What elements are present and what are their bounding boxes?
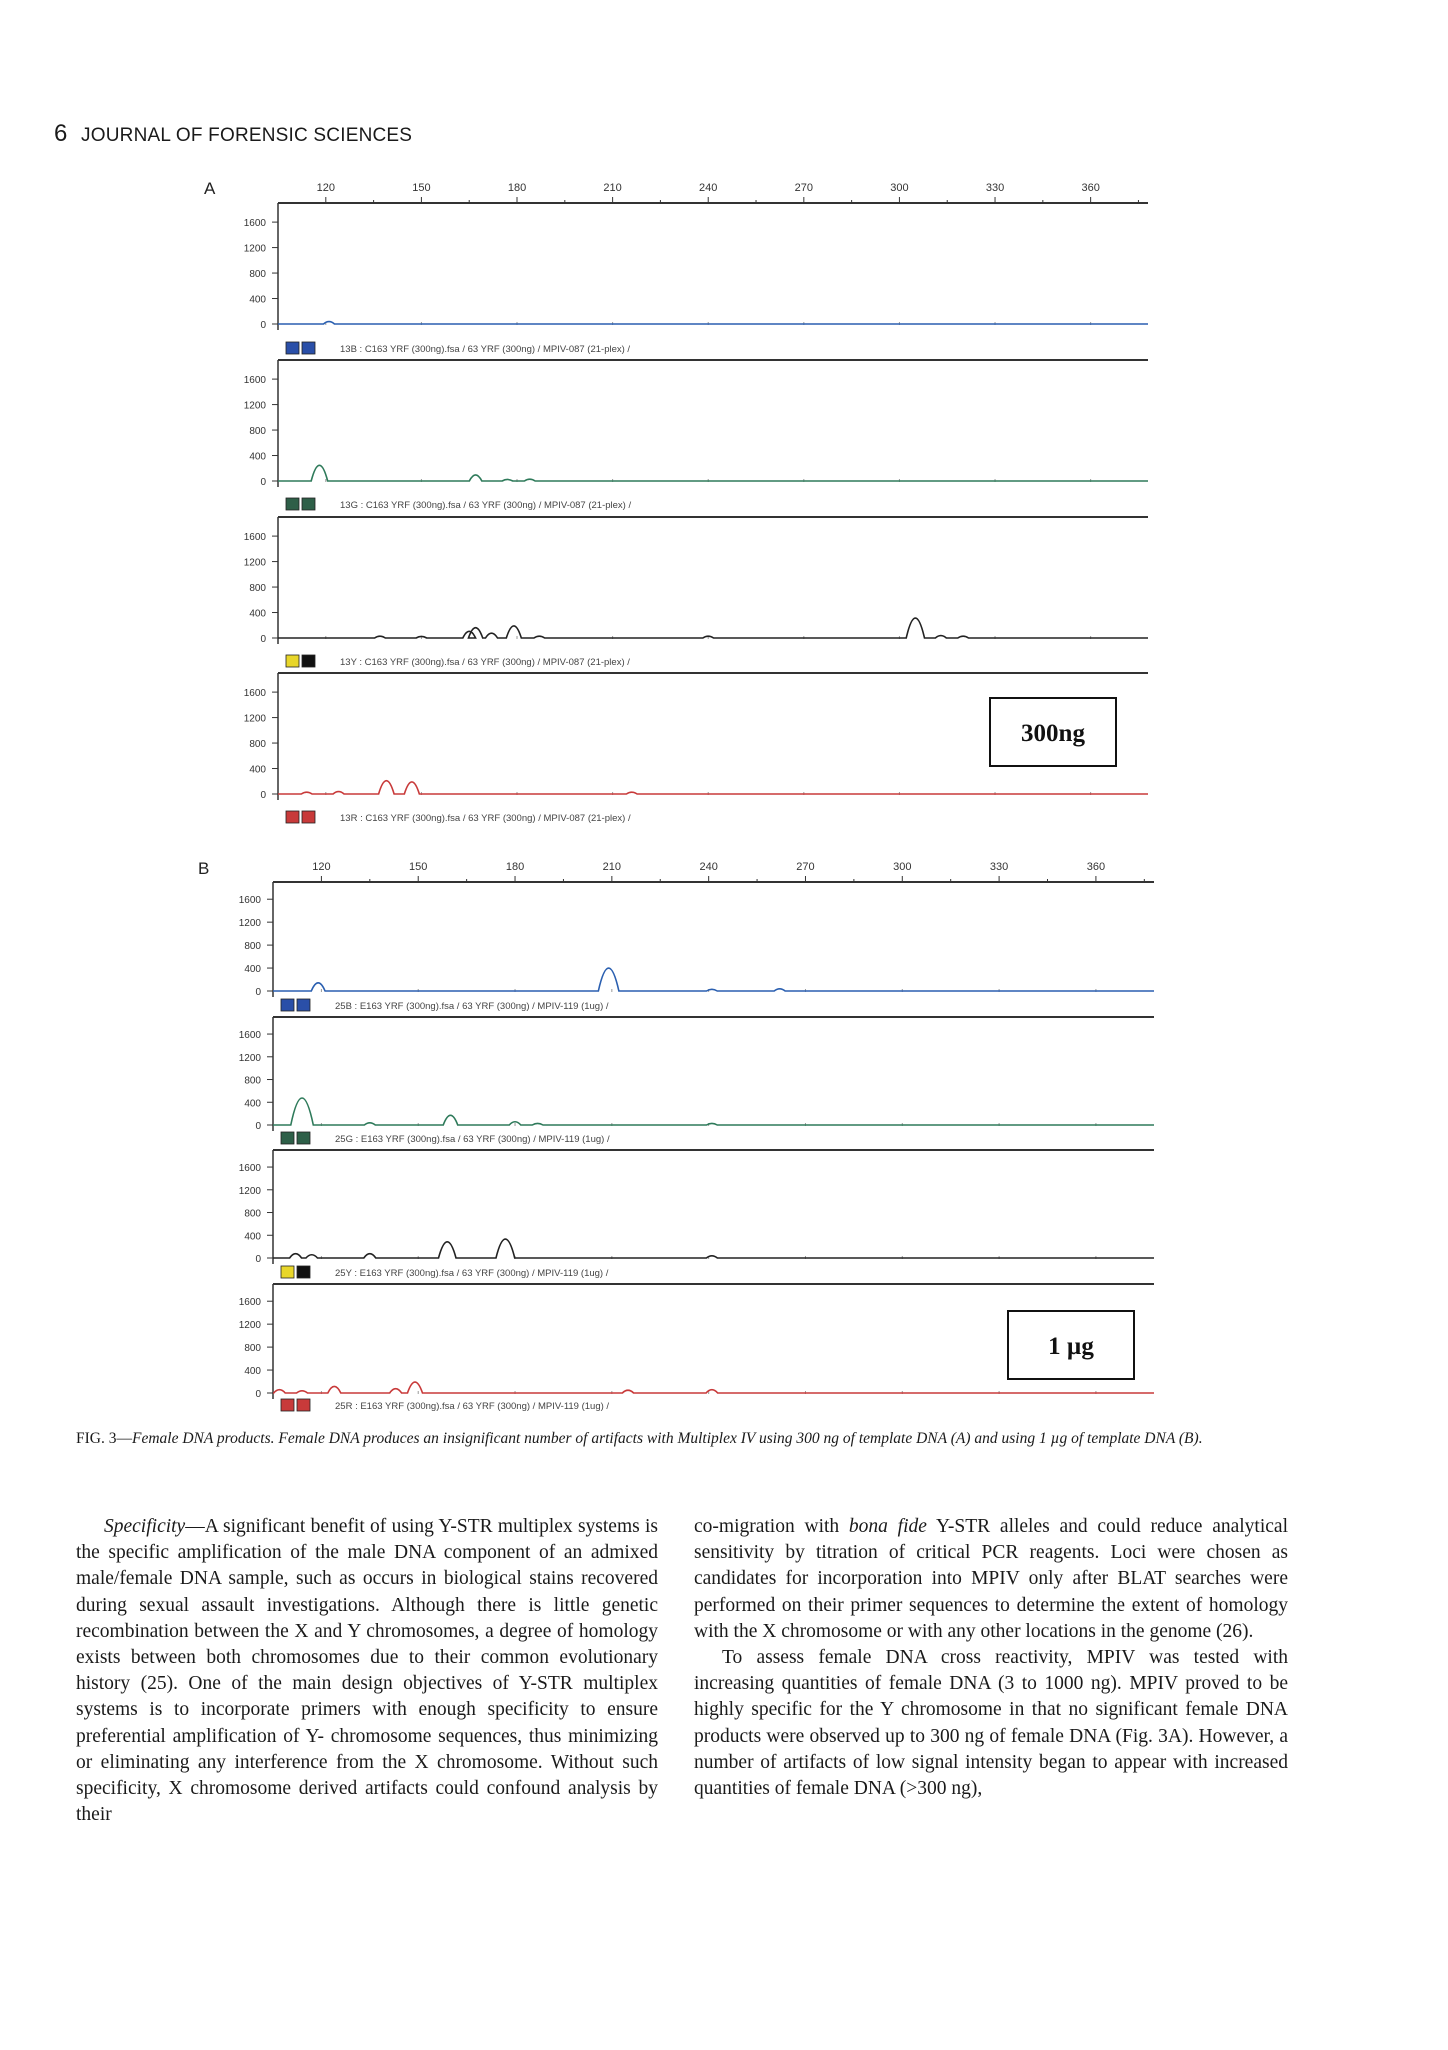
y-tick-label: 400 bbox=[244, 1098, 261, 1110]
y-tick-label: 1200 bbox=[238, 1185, 261, 1197]
x-tick-label: 240 bbox=[699, 182, 718, 194]
x-tick-label: 270 bbox=[794, 182, 814, 194]
y-tick-label: 800 bbox=[249, 269, 266, 281]
trace-line bbox=[278, 781, 1148, 794]
x-tick-label: 120 bbox=[316, 182, 335, 194]
trace-2 bbox=[239, 1017, 1154, 1145]
channel-square bbox=[281, 999, 294, 1011]
trace-1 bbox=[244, 203, 1148, 355]
y-tick-label: 800 bbox=[249, 426, 266, 438]
trace-line bbox=[273, 968, 1154, 991]
x-tick-label: 240 bbox=[699, 861, 718, 873]
paragraph-text: Y-STR alleles and could reduce analytical sensitivity by titration of critical PCR reagents. Loci were chosen as candidates for incorporation into MPIV only after BLAT searches were performed on their primer sequences to determine the extent of homology with the X chromosome or with any other locations in the genome (26). bbox=[694, 1516, 1288, 1642]
x-tick-label: 150 bbox=[412, 182, 431, 194]
channel-square bbox=[286, 811, 299, 823]
trace-label: 13G : C163 YRF (300ng).fsa / 63 YRF (300ng) / MPIV-087 (21-plex) / bbox=[340, 500, 632, 511]
italic-term: bona fide bbox=[848, 1516, 927, 1537]
y-tick-label: 800 bbox=[244, 1075, 261, 1087]
channel-square bbox=[297, 1266, 310, 1278]
channel-square bbox=[286, 498, 299, 510]
x-tick-label: 300 bbox=[893, 861, 912, 873]
x-tick-label: 270 bbox=[796, 861, 815, 873]
y-tick-label: 1200 bbox=[243, 400, 266, 412]
y-tick-label: 1600 bbox=[243, 688, 266, 700]
y-tick-label: 800 bbox=[244, 941, 261, 953]
trace-3 bbox=[244, 517, 1148, 668]
y-tick-label: 1200 bbox=[238, 1320, 261, 1332]
x-tick-label: 360 bbox=[1081, 182, 1100, 194]
y-tick-label: 1600 bbox=[243, 218, 266, 230]
y-tick-label: 1200 bbox=[243, 713, 266, 725]
y-tick-label: 0 bbox=[255, 1389, 261, 1400]
quantity-label: 300ng bbox=[1021, 720, 1085, 747]
panel-b bbox=[198, 859, 1154, 1412]
body-column-right bbox=[694, 1514, 1288, 1802]
y-tick-label: 400 bbox=[244, 964, 261, 976]
channel-square bbox=[281, 1399, 294, 1411]
y-tick-label: 1600 bbox=[238, 1163, 261, 1175]
y-tick-label: 0 bbox=[260, 790, 266, 801]
trace-line bbox=[273, 1239, 1154, 1258]
x-tick-label: 330 bbox=[989, 861, 1009, 873]
paragraph-cross-reactivity: To assess female DNA cross reactivity, MPIV was tested with increasing quantities of female DNA (3 to 1000 ng). MPIV proved to be highly specific for the Y chromosome in that no significant female DNA products were observed up to 300 ng of female DNA (Fig. 3A). However, a number of artifacts of low signal intensity began to appear with increased quantities of female DNA (>300 ng), bbox=[694, 1647, 1288, 1800]
trace-label: 25R : E163 YRF (300ng).fsa / 63 YRF (300ng) / MPIV-119 (1ug) / bbox=[335, 1401, 610, 1412]
x-tick-label: 210 bbox=[602, 861, 622, 873]
trace-label: 25G : E163 YRF (300ng).fsa / 63 YRF (300ng) / MPIV-119 (1ug) / bbox=[335, 1134, 610, 1145]
channel-square bbox=[302, 498, 315, 510]
x-tick-label: 120 bbox=[312, 861, 331, 873]
y-tick-label: 1200 bbox=[243, 557, 266, 569]
y-tick-label: 800 bbox=[244, 1208, 261, 1220]
trace-line bbox=[278, 618, 1148, 638]
trace-2 bbox=[244, 360, 1148, 511]
y-tick-label: 1600 bbox=[238, 895, 261, 907]
y-tick-label: 800 bbox=[249, 739, 266, 751]
y-tick-label: 1600 bbox=[238, 1297, 261, 1309]
channel-square bbox=[286, 655, 299, 667]
trace-line bbox=[278, 465, 1148, 481]
body-column-left bbox=[76, 1514, 658, 1828]
paragraph-text: co-migration with bbox=[694, 1516, 849, 1537]
trace-line bbox=[273, 1098, 1154, 1125]
y-tick-label: 1600 bbox=[243, 375, 266, 387]
channel-square bbox=[281, 1266, 294, 1278]
y-tick-label: 0 bbox=[260, 320, 266, 331]
trace-label: 25Y : E163 YRF (300ng).fsa / 63 YRF (300ng) / MPIV-119 (1ug) / bbox=[335, 1268, 609, 1279]
quantity-label: 1 µg bbox=[1048, 1333, 1094, 1360]
y-tick-label: 400 bbox=[244, 1366, 261, 1378]
caption-text: Female DNA products. Female DNA produces an insignificant number of artifacts with Multiplex IV using 300 ng of template DNA (A) and using 1 µg of template DNA (B). bbox=[131, 1430, 1203, 1447]
trace-line bbox=[273, 1382, 1154, 1393]
y-tick-label: 0 bbox=[255, 1254, 261, 1265]
y-tick-label: 400 bbox=[249, 294, 266, 306]
figure-caption bbox=[76, 1428, 1296, 1450]
trace-label: 13R : C163 YRF (300ng).fsa / 63 YRF (300ng) / MPIV-087 (21-plex) / bbox=[340, 813, 631, 824]
paragraph-continued bbox=[694, 1514, 1288, 1645]
channel-square bbox=[302, 655, 315, 667]
trace-label: 13B : C163 YRF (300ng).fsa / 63 YRF (300ng) / MPIV-087 (21-plex) / bbox=[340, 344, 631, 355]
y-tick-label: 1600 bbox=[238, 1030, 261, 1042]
y-tick-label: 1200 bbox=[243, 243, 266, 255]
y-tick-label: 400 bbox=[249, 608, 266, 620]
channel-square bbox=[302, 342, 315, 354]
channel-square bbox=[302, 811, 315, 823]
x-tick-label: 300 bbox=[890, 182, 909, 194]
x-tick-label: 330 bbox=[985, 182, 1005, 194]
trace-line bbox=[278, 322, 1148, 324]
x-tick-label: 210 bbox=[603, 182, 622, 194]
channel-square bbox=[297, 999, 310, 1011]
panel-letter: A bbox=[204, 179, 216, 198]
y-tick-label: 400 bbox=[244, 1231, 261, 1243]
y-tick-label: 1200 bbox=[238, 918, 261, 930]
panel-letter: B bbox=[198, 859, 210, 878]
trace-label: 25B : E163 YRF (300ng).fsa / 63 YRF (300ng) / MPIV-119 (1ug) / bbox=[335, 1001, 609, 1012]
y-tick-label: 0 bbox=[260, 634, 266, 645]
y-tick-label: 0 bbox=[255, 1121, 261, 1132]
y-tick-label: 1600 bbox=[243, 532, 266, 544]
y-tick-label: 1200 bbox=[238, 1052, 261, 1064]
channel-square bbox=[281, 1132, 294, 1144]
x-tick-label: 180 bbox=[507, 182, 527, 194]
x-tick-label: 360 bbox=[1086, 861, 1106, 873]
paragraph-specificity bbox=[76, 1514, 658, 1828]
run-in-heading: Specificity bbox=[104, 1516, 186, 1537]
trace-label: 13Y : C163 YRF (300ng).fsa / 63 YRF (300ng) / MPIV-087 (21-plex) / bbox=[340, 657, 630, 668]
y-tick-label: 400 bbox=[249, 764, 266, 776]
y-tick-label: 800 bbox=[244, 1343, 261, 1355]
y-tick-label: 400 bbox=[249, 451, 266, 463]
caption-lead: FIG. 3— bbox=[76, 1430, 132, 1447]
channel-square bbox=[297, 1399, 310, 1411]
x-tick-label: 150 bbox=[409, 861, 428, 873]
channel-square bbox=[286, 342, 299, 354]
y-tick-label: 0 bbox=[255, 987, 261, 998]
y-tick-label: 800 bbox=[249, 583, 266, 595]
trace-3 bbox=[239, 1150, 1154, 1279]
journal-title: JOURNAL OF FORENSIC SCIENCES bbox=[81, 125, 413, 146]
y-tick-label: 0 bbox=[260, 477, 266, 488]
x-tick-label: 180 bbox=[505, 861, 525, 873]
channel-square bbox=[297, 1132, 310, 1144]
trace-1 bbox=[239, 882, 1154, 1012]
page-number: 6 bbox=[54, 120, 68, 147]
panel-a bbox=[204, 179, 1148, 824]
paragraph-text: —A significant benefit of using Y-STR multiplex systems is the specific amplification of the male DNA component of an admixed male/female DNA sample, such as occurs in biological stains recovered during sexual assault investigations. Although there is little genetic recombination between the X and Y chromosomes, a degree of homology exists between both chromosomes due to their common evolutionary history (25). One of the main design objectives of Y-STR multiplex systems is to incorporate primers with enough specificity to ensure preferential amplification of Y- chromosome sequences, thus minimizing or eliminating any interference from the X chromosome. Without such specificity, X chromosome derived artifacts could confound analysis by their bbox=[76, 1516, 658, 1826]
